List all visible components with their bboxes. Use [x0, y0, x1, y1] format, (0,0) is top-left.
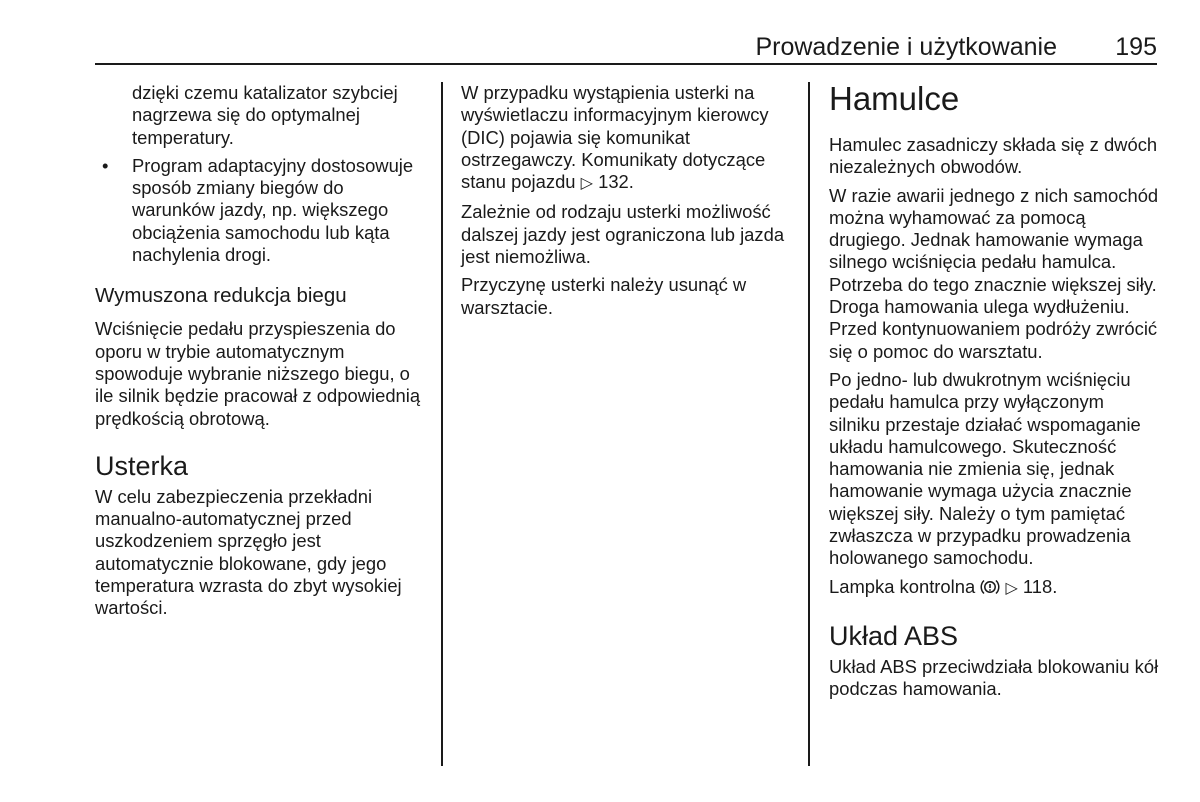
bullet-text: Program adaptacyjny dostosowuje sposób zmiany biegów do warunków jazdy, np. większego obciążenia samochodu lub kąta nachylenia drogi.: [132, 154, 414, 266]
bullet-continuation-text: dzięki czemu katalizator szybciej nagrzewa się do optymalnej temperatury.: [132, 82, 398, 148]
column-divider-left: [441, 82, 443, 766]
fault-heading: Usterka: [95, 450, 189, 481]
abs-heading: Układ ABS: [829, 620, 959, 651]
fault-consequence-text: Zależnie od rodzaju usterki możliwość dalszej jazdy jest ograniczona lub jazda jest niemożliwa.: [461, 201, 785, 268]
column-middle: [461, 82, 796, 325]
brakes-heading: Hamulce: [829, 80, 960, 117]
header-divider: [95, 63, 1157, 65]
brake-warning-icon: [980, 578, 1000, 596]
page-reference[interactable]: 118.: [1022, 575, 1058, 597]
kickdown-heading: Wymuszona redukcja biegu: [95, 284, 347, 308]
warning-lamp-label: Lampka kontrolna: [829, 575, 976, 597]
header-title: Prowadzenie i użytkowanie: [755, 33, 1057, 61]
workshop-text: Przyczynę usterki należy usunąć w warsztacie.: [461, 274, 747, 318]
list-item: [95, 155, 430, 266]
brake-assist-text: Po jedno- lub dwukrotnym wciśnięciu pedału hamulca przy wyłączonym silniku przestaje działać wspomaganie układu hamulcowego. Skuteczność hamowania nie zmienia się, jednak hamowanie wymaga użycia znacznie większej siły. Należy o tym pamiętać zwłaszcza w przypadku prowadzenia holowanego samochodu.: [829, 368, 1141, 569]
cross-reference-icon: ▷: [1005, 579, 1018, 597]
fault-text: W celu zabezpieczenia przekładni manualno-automatycznej przed uszkodzeniem sprzęgło jest automatycznie blokowane, gdy jego temperatura wzrasta do zbyt wysokiej wartości.: [95, 485, 402, 619]
page-reference[interactable]: 132.: [598, 171, 634, 193]
column-left: [95, 82, 430, 626]
kickdown-text: Wciśnięcie pedału przyspieszenia do oporu w trybie automatycznym spowoduje wybranie niższego biegu, o ile silnik będzie pracował z odpowiednią prędkością obrotową.: [95, 318, 421, 429]
warning-lamp-paragraph: [829, 576, 1159, 600]
dic-message-paragraph: [461, 82, 796, 195]
abs-text: Układ ABS przeciwdziała blokowaniu kół podczas hamowania.: [829, 655, 1159, 700]
page-number: 195: [1115, 33, 1157, 61]
bullet-icon: •: [102, 154, 109, 176]
column-right: [829, 82, 1159, 707]
cross-reference-icon: ▷: [580, 175, 593, 193]
dic-message-text: W przypadku wystąpienia usterki na wyświetlaczu informacyjnym kierowcy (DIC) pojawia się komunikat ostrzegawczy. Komunikaty dotyczące stanu pojazdu: [461, 82, 769, 193]
brakes-intro-text: Hamulec zasadniczy składa się z dwóch niezależnych obwodów.: [829, 134, 1158, 178]
column-divider-right: [808, 82, 810, 766]
brakes-failure-text: W razie awarii jednego z nich samochód można wyhamować za pomocą drugiego. Jednak hamowanie wymaga silnego wciśnięcia pedału hamulca. Potrzeba do tego znacznie większej siły. Droga hamowania ulega wydłużeniu. Przed kontynuowaniem podróży zwrócić się o pomoc do warsztatu.: [829, 184, 1159, 362]
